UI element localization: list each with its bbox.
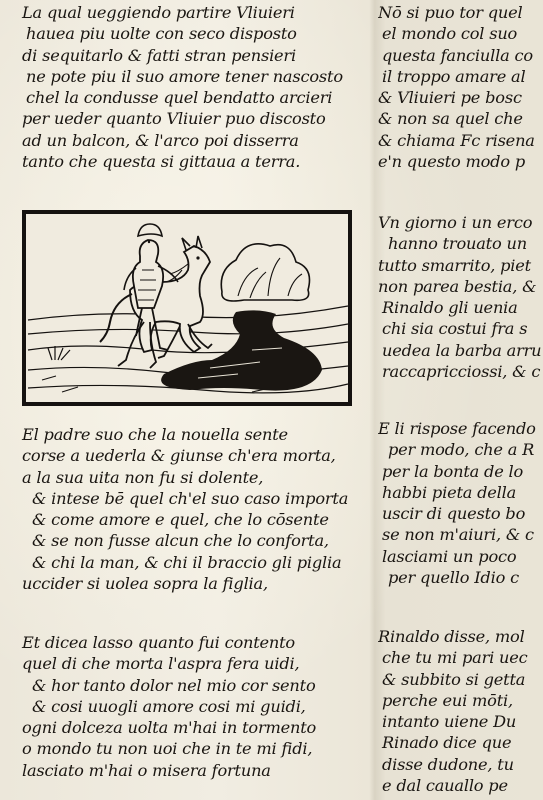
- woodcut-image: [22, 210, 352, 406]
- verse-line: non parea bestia, &: [378, 276, 537, 296]
- verse-line: Vn giorno i un erco: [378, 213, 533, 232]
- verse-line: perche eui mōti,: [382, 690, 513, 710]
- verse-line: disse dudone, tu: [382, 754, 514, 774]
- stanza-right-4: [378, 626, 528, 796]
- verse-line: lasciami un poco: [382, 546, 517, 566]
- verse-line: & subbito si getta: [382, 669, 526, 689]
- verse-line: chel la condusse quel bendatto arcieri: [26, 88, 333, 108]
- verse-line: tanto che questa si gittaua a terra.: [22, 152, 301, 172]
- verse-line: questa fanciulla co: [382, 45, 533, 65]
- verse-line: habbi pieta della: [382, 482, 517, 502]
- verse-line: E li rispose facendo: [378, 419, 536, 438]
- verse-line: intanto uiene Du: [382, 712, 517, 732]
- verse-line: El padre suo che la nouella sente: [22, 425, 288, 444]
- verse-line: se non m'aiuri, & c: [382, 525, 534, 545]
- verse-line: & intese bē quel ch'el suo caso importa: [32, 488, 349, 508]
- verse-line: & chi la man, & chi il braccio gli piglia: [32, 552, 342, 572]
- right-column: [378, 0, 543, 800]
- verse-line: Rinaldo disse, mol: [378, 627, 525, 646]
- woodcut-illustration: [22, 210, 352, 406]
- verse-line: hauea piu uolte con seco disposto: [26, 24, 297, 44]
- verse-line: il troppo amare al: [382, 66, 526, 86]
- verse-line: di sequitarlo & fatti stran pensieri: [22, 45, 296, 65]
- verse-line: & come amore e quel, che lo cōsente: [32, 510, 329, 530]
- verse-line: el mondo col suo: [382, 24, 518, 44]
- verse-line: chi sia costui fra s: [382, 319, 528, 339]
- verse-line: a la sua uita non fu si dolente,: [22, 467, 264, 487]
- verse-line: & se non fusse alcun che lo conforta,: [32, 531, 329, 551]
- verse-line: La qual ueggiendo partire Vliuieri: [22, 3, 295, 22]
- stanza-right-3: [378, 418, 536, 588]
- stanza-left-1: [22, 2, 343, 172]
- stanza-left-3: [22, 632, 316, 781]
- stanza-right-2: [378, 212, 541, 382]
- verse-line: & non sa quel che: [378, 109, 523, 129]
- verse-line: per modo, che a R: [388, 440, 535, 460]
- verse-line: & cosi uuogli amore cosi mi guidi,: [32, 696, 306, 716]
- verse-line: uedea la barba arru: [382, 340, 542, 360]
- verse-line: per quello Idio c: [388, 568, 519, 588]
- stanza-right-1: [378, 2, 535, 172]
- verse-line: per ueder quanto Vliuier puo discosto: [22, 109, 326, 129]
- verse-line: uscir di questo bo: [382, 504, 526, 524]
- verse-line: Et dicea lasso quanto fui contento: [22, 633, 295, 652]
- verse-line: e'n questo modo p: [378, 152, 525, 172]
- verse-line: tutto smarrito, piet: [378, 255, 531, 275]
- verse-line: che tu mi pari uec: [382, 648, 528, 668]
- verse-line: o mondo tu non uoi che in te mi fidi,: [22, 739, 313, 759]
- verse-line: & chiama Fc risena: [378, 130, 535, 150]
- verse-line: & Vliuieri pe bosc: [378, 88, 522, 108]
- verse-line: & hor tanto dolor nel mio cor sento: [32, 675, 316, 695]
- verse-line: ogni dolceza uolta m'hai in tormento: [22, 718, 317, 738]
- verse-line: Nō si puo tor quel: [378, 3, 523, 22]
- verse-line: quel di che morta l'aspra fera uidi,: [22, 654, 300, 674]
- verse-line: per la bonta de lo: [382, 461, 524, 481]
- verse-line: lasciato m'hai o misera fortuna: [22, 760, 271, 780]
- verse-line: uccider si uolea sopra la figlia,: [22, 574, 268, 594]
- verse-line: hanno trouato un: [388, 234, 527, 254]
- verse-line: raccapricciossi, & c: [382, 362, 541, 382]
- verse-line: corse a uederla & giunse ch'era morta,: [22, 446, 336, 466]
- verse-line: ne pote piu il suo amore tener nascosto: [26, 66, 343, 86]
- stanza-left-2: [22, 424, 348, 594]
- verse-line: Rinado dice que: [382, 733, 512, 753]
- verse-line: ad un balcon, & l'arco poi disserra: [22, 130, 299, 150]
- verse-line: e dal cauallo pe: [382, 776, 508, 796]
- verse-line: Rinaldo gli uenia: [382, 298, 518, 318]
